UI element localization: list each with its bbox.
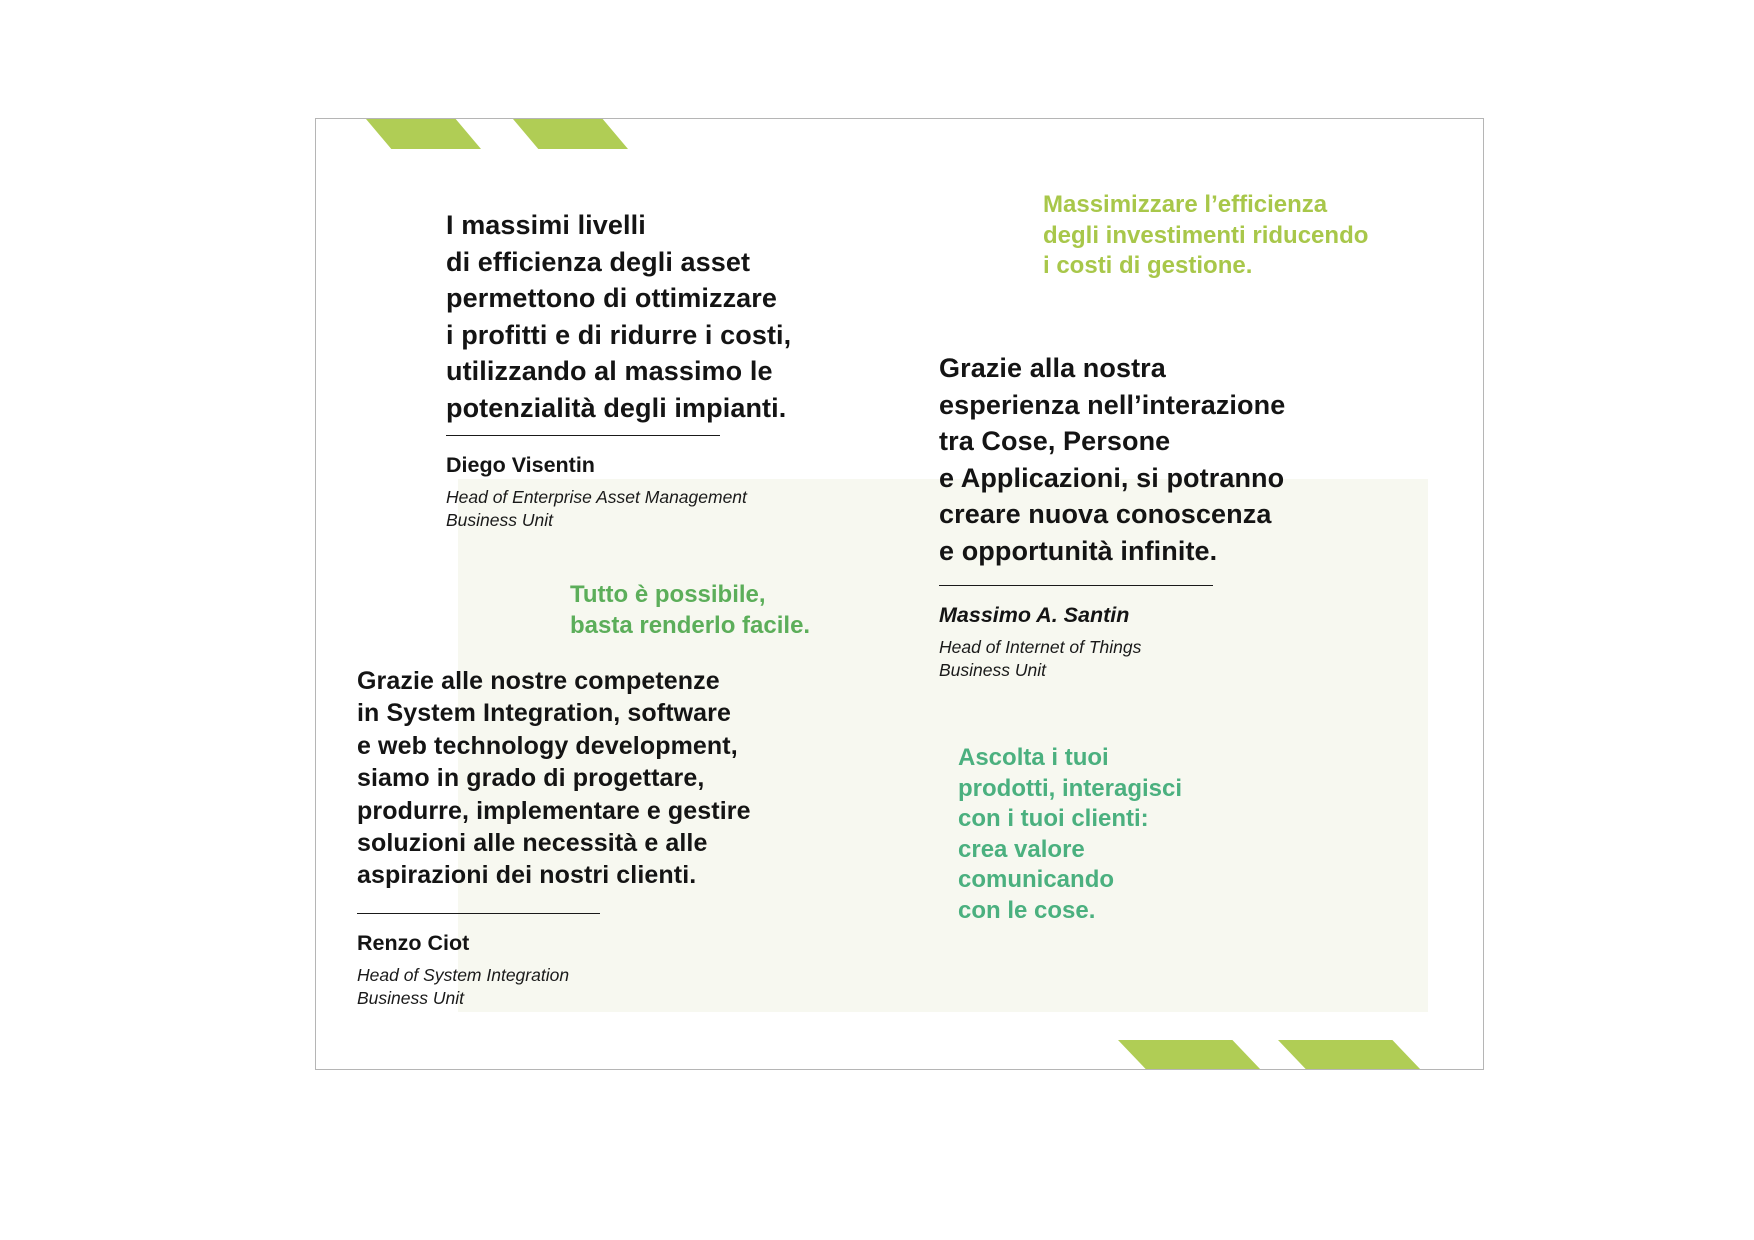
- quote-santin-role: Head of Internet of Things Business Unit: [939, 637, 1142, 680]
- decorative-stripe-top-right: [513, 119, 628, 149]
- quote-ciot-text: Grazie alle nostre competenze in System Integration, software e web technology development, siamo in grado di progettare, produrre, implementare e gestire soluzioni alle necessità e alle aspirazioni dei nostri clienti.: [357, 667, 751, 890]
- tagline-efficiency: Massimizzare l’efficienza degli investimenti riducendo i costi di gestione.: [1043, 191, 1369, 279]
- quote-ciot-author: Renzo Ciot: [357, 931, 470, 955]
- quote-santin-divider: [939, 585, 1213, 586]
- decorative-stripe-top-left: [366, 119, 481, 149]
- quote-santin-text: Grazie alla nostra esperienza nell’interazione tra Cose, Persone e Applicazioni, si potranno creare nuova conoscenza e opportunità infinite.: [939, 353, 1286, 566]
- quote-visentin-divider: [446, 435, 720, 436]
- quote-ciot-divider: [357, 913, 600, 914]
- quote-visentin-text: I massimi livelli di efficienza degli asset permettono di ottimizzare i profitti e di ridurre i costi, utilizzando al massimo le potenzialità degli impianti.: [446, 210, 792, 423]
- quote-santin-author: Massimo A. Santin: [939, 603, 1130, 627]
- decorative-stripe-bottom-left: [1118, 1040, 1261, 1070]
- tagline-listen: Ascolta i tuoi prodotti, interagisci con i tuoi clienti: crea valore comunicando con le cose.: [958, 744, 1183, 924]
- brochure-page: [315, 118, 1484, 1070]
- tagline-possible: Tutto è possibile, basta renderlo facile.: [570, 581, 811, 639]
- quote-visentin-role: Head of Enterprise Asset Management Business Unit: [446, 487, 747, 530]
- decorative-stripe-bottom-right: [1278, 1040, 1421, 1070]
- quote-visentin-author: Diego Visentin: [446, 453, 595, 477]
- quote-ciot-role: Head of System Integration Business Unit: [357, 965, 570, 1008]
